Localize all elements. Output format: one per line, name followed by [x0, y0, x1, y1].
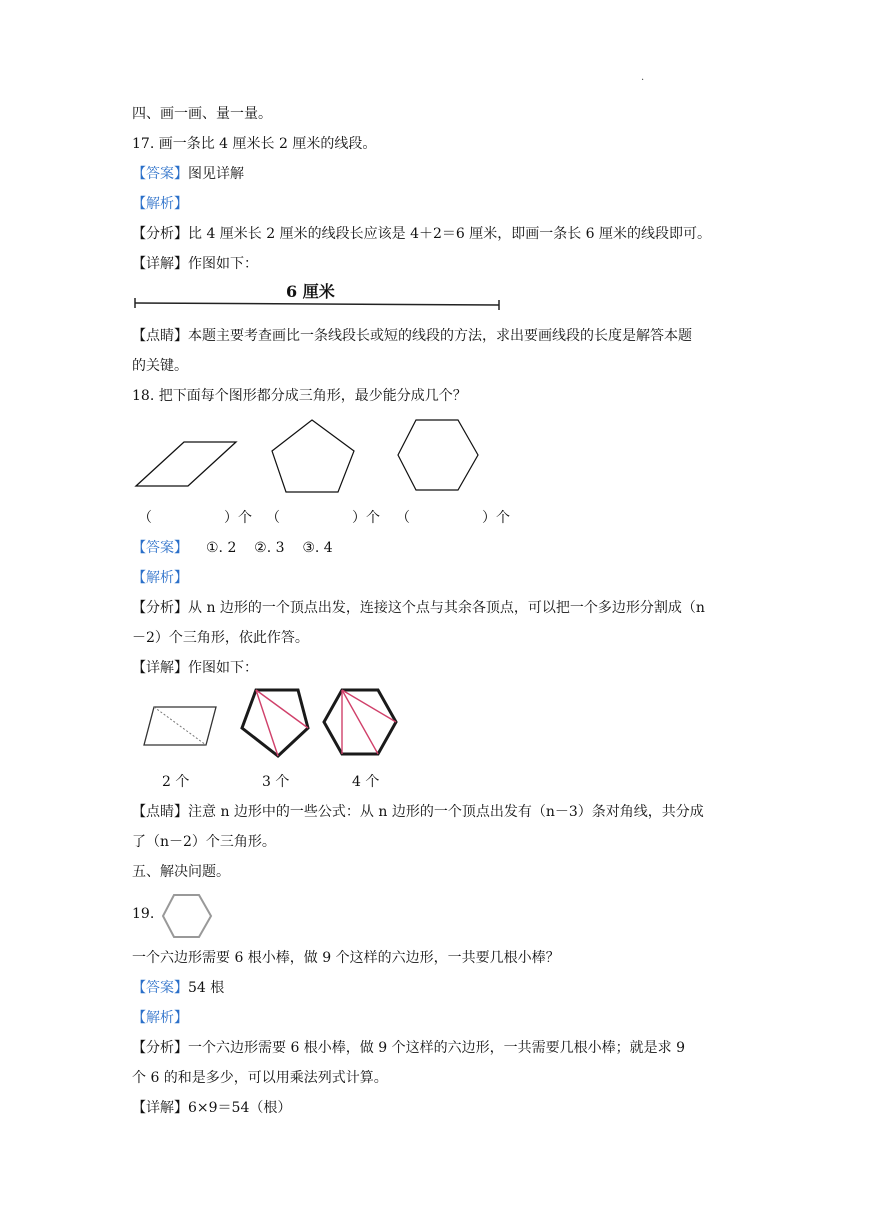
blank-3 — [396, 508, 510, 528]
answer-text: 图见详解 — [188, 166, 244, 182]
parallelogram-shape — [136, 440, 238, 488]
hexagon-divided — [322, 686, 398, 758]
q17-xiangjie — [132, 254, 258, 274]
q19-number: 19. — [132, 906, 155, 922]
q19-answer — [132, 978, 224, 998]
q18-fenxi-1 — [132, 598, 705, 618]
q17-dianjing-1 — [132, 326, 692, 346]
q19-fenxi-2: 个 6 的和是多少，可以用乘法列式计算。 — [132, 1070, 388, 1086]
fenxi-text: 从 n 边形的一个顶点出发，连接这个点与其余各顶点，可以把一个多边形分割成（n — [188, 600, 705, 616]
parallelogram-divided — [142, 705, 218, 747]
fenxi-tag: 【分析】 — [132, 600, 188, 616]
xiangjie-tag: 【详解】 — [132, 256, 188, 272]
blank-close: ）个 — [482, 510, 510, 526]
xiangjie-tag: 【详解】 — [132, 660, 188, 676]
q17-analysis-tag — [132, 194, 188, 214]
hexagon-shape — [396, 418, 480, 492]
blank-1 — [138, 508, 252, 528]
dianjing-tag: 【点睛】 — [132, 804, 188, 820]
section-4-title: 四、画一画、量一量。 — [132, 106, 272, 122]
q17-question: 17. 画一条比 4 厘米长 2 厘米的线段。 — [132, 136, 377, 152]
q17-dianjing-2: 的关键。 — [132, 358, 188, 374]
answer-tag: 【答案】 — [132, 980, 188, 996]
dianjing-text: 注意 n 边形中的一些公式：从 n 边形的一个顶点出发有（n－3）条对角线，共分成 — [188, 804, 704, 820]
q19-xiangjie — [132, 1098, 291, 1118]
pentagon-divided — [238, 686, 310, 760]
fenxi-tag: 【分析】 — [132, 1040, 188, 1056]
answer-tag: 【答案】 — [132, 166, 188, 182]
answer-tag: 【答案】 — [132, 540, 188, 556]
fenxi-text: 一个六边形需要 6 根小棒，做 9 个这样的六边形，一共需要几根小棒；就是求 9 — [188, 1040, 685, 1056]
xiangjie-text: 作图如下： — [188, 256, 258, 272]
segment-label: 6 厘米 — [286, 282, 335, 301]
fig-label-3: 3 个 — [262, 774, 290, 790]
q18-answer — [132, 538, 333, 558]
q18-xiangjie — [132, 658, 258, 678]
q18-question: 18. 把下面每个图形都分成三角形，最少能分成几个？ — [132, 388, 467, 404]
blank-close: ）个 — [224, 510, 252, 526]
q18-dianjing-2: 了（n－2）个三角形。 — [132, 834, 276, 850]
q17-fenxi — [132, 224, 711, 244]
section-5-title: 五、解决问题。 — [132, 864, 230, 880]
dianjing-text: 本题主要考查画比一条线段长或短的线段的方法，求出要画线段的长度是解答本题 — [188, 328, 692, 344]
blank-open: （ — [266, 510, 280, 526]
q19-hexagon — [161, 893, 213, 939]
answer-text: ①. 2 ②. 3 ③. 4 — [206, 540, 333, 556]
analysis-tag: 【解析】 — [132, 196, 188, 212]
pentagon-shape — [270, 418, 356, 496]
q19-fenxi-1 — [132, 1038, 685, 1058]
xiangjie-text: 作图如下： — [188, 660, 258, 676]
fig-label-4: 4 个 — [352, 774, 380, 790]
blank-open: （ — [138, 510, 152, 526]
blank-open: （ — [396, 510, 410, 526]
q18-fenxi-2: －2）个三角形，依此作答。 — [132, 630, 309, 646]
q18-dianjing-1 — [132, 802, 704, 822]
q18-analysis-tag — [132, 568, 188, 588]
blank-close: ）个 — [352, 510, 380, 526]
xiangjie-tag: 【详解】 — [132, 1100, 188, 1116]
page-mark: . — [641, 72, 645, 83]
fenxi-text: 比 4 厘米长 2 厘米的线段长应该是 4＋2＝6 厘米，即画一条长 6 厘米的线段即可。 — [188, 226, 712, 242]
q19-analysis-tag — [132, 1008, 188, 1028]
analysis-tag: 【解析】 — [132, 570, 188, 586]
answer-text: 54 根 — [188, 980, 225, 996]
analysis-tag: 【解析】 — [132, 1010, 188, 1026]
blank-2 — [266, 508, 380, 528]
q19-question: 一个六边形需要 6 根小棒，做 9 个这样的六边形，一共要几根小棒？ — [132, 950, 560, 966]
dianjing-tag: 【点睛】 — [132, 328, 188, 344]
xiangjie-text: 6×9＝54（根） — [188, 1100, 292, 1116]
fenxi-tag: 【分析】 — [132, 226, 188, 242]
fig-label-2: 2 个 — [162, 774, 190, 790]
q17-answer — [132, 164, 244, 184]
